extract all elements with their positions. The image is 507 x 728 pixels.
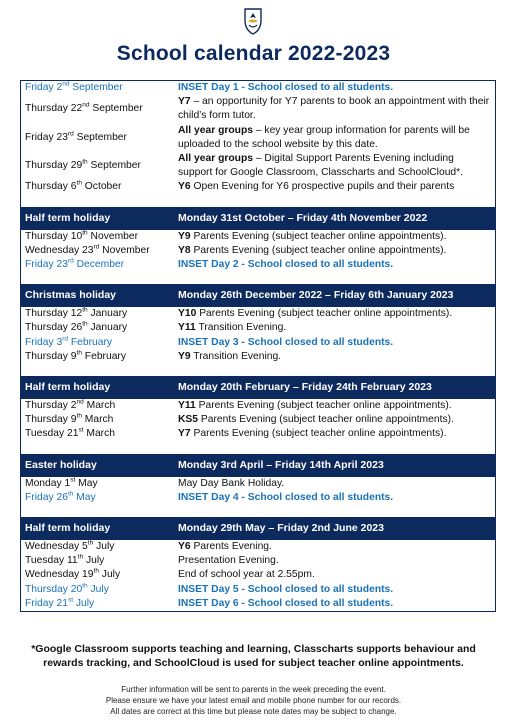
event-date <box>21 230 178 244</box>
date-month: November <box>87 230 139 242</box>
page-title: School calendar 2022-2023 <box>116 42 391 65</box>
calendar-row <box>21 81 495 95</box>
event-description <box>178 413 495 427</box>
event-highlight: INSET Day 6 - School closed to all students. <box>178 597 394 609</box>
date-day: Friday 23 <box>25 131 68 143</box>
section-gap <box>21 442 495 454</box>
event-date <box>21 554 178 568</box>
date-month: July <box>83 555 105 567</box>
event-text: End of school year at 2.55pm. <box>178 569 315 581</box>
event-date <box>21 336 178 350</box>
event-description <box>178 350 495 364</box>
event-text: May Day Bank Holiday. <box>178 477 285 489</box>
date-day: Thursday 12 <box>25 308 83 320</box>
date-suffix: th <box>93 568 99 576</box>
calendar-block <box>21 539 495 611</box>
event-date <box>21 477 178 491</box>
event-description <box>178 244 495 258</box>
event-date <box>21 81 178 95</box>
date-day: Thursday 2 <box>25 400 77 412</box>
calendar-row <box>21 350 495 364</box>
holiday-name: Half term holiday <box>25 211 111 224</box>
date-suffix: nd <box>82 101 90 109</box>
event-description <box>178 230 495 244</box>
date-day: Friday 2 <box>25 82 63 93</box>
date-day: Wednesday 5 <box>25 541 88 553</box>
date-suffix: th <box>82 229 88 237</box>
date-suffix: nd <box>76 398 84 406</box>
event-date <box>21 102 178 116</box>
event-highlight: All year groups <box>178 153 253 165</box>
date-day: Tuesday 11 <box>25 555 78 567</box>
event-highlight: INSET Day 2 - School closed to all students. <box>178 259 394 271</box>
calendar-block <box>21 229 495 273</box>
event-date <box>21 180 178 194</box>
school-crest-icon <box>241 6 265 36</box>
event-description <box>178 307 495 321</box>
calendar-block <box>21 80 495 195</box>
event-description <box>178 95 495 123</box>
date-month: July <box>98 569 121 581</box>
event-highlight: KS5 <box>178 414 199 426</box>
event-highlight: Y9 <box>178 350 191 362</box>
event-description <box>178 258 495 272</box>
event-date <box>21 583 178 597</box>
date-month: February <box>81 350 127 362</box>
date-suffix: rd <box>62 335 68 343</box>
event-description <box>178 583 495 597</box>
date-month: December <box>73 259 125 271</box>
event-description <box>178 477 495 491</box>
event-text: – Digital Support Parents Evening including support for Google Classroom, Classcharts and SchoolCloud*. <box>178 153 464 179</box>
event-text: Transition Evening. <box>190 350 282 362</box>
calendar-row <box>21 230 495 244</box>
holiday-header <box>21 207 495 229</box>
holiday-header <box>21 517 495 539</box>
date-suffix: nd <box>62 80 70 88</box>
event-text: Parents Evening (subject teacher online appointments). <box>196 308 453 320</box>
calendar-row <box>21 124 495 152</box>
event-description <box>178 336 495 350</box>
event-description <box>178 81 495 95</box>
event-highlight: INSET Day 4 - School closed to all students. <box>178 491 394 503</box>
event-text: Open Evening for Y6 prospective pupils and their parents <box>190 181 455 193</box>
date-month: September <box>73 131 127 143</box>
event-description <box>178 568 495 582</box>
event-highlight: Y9 <box>178 230 191 242</box>
event-highlight: Y11 <box>178 400 196 412</box>
holiday-range: Monday 31st October – Friday 4th November 2022 <box>178 211 428 224</box>
date-month: March <box>81 414 114 426</box>
calendar-row <box>21 427 495 441</box>
event-text: Presentation Evening. <box>178 555 279 567</box>
event-description <box>178 180 495 194</box>
event-date <box>21 131 178 145</box>
holiday-range: Monday 29th May – Friday 2nd June 2023 <box>178 522 384 535</box>
footer-info <box>0 684 507 717</box>
event-text: – key year group information for parents will be uploaded to the school website by this date. <box>178 124 470 150</box>
event-text: Parents Evening (subject teacher online appointments). <box>190 230 447 242</box>
date-suffix: th <box>67 490 74 498</box>
event-highlight: Y6 <box>178 541 191 553</box>
calendar-row <box>21 336 495 350</box>
calendar-row <box>21 321 495 335</box>
event-highlight: Y11 <box>178 322 196 334</box>
date-day: Tuesday 21 <box>25 428 79 440</box>
date-month: March <box>83 400 116 412</box>
event-date <box>21 399 178 413</box>
date-suffix: st <box>70 476 76 484</box>
date-suffix: rd <box>67 130 74 138</box>
date-suffix: th <box>77 553 84 561</box>
event-text: – an opportunity for Y7 parents to book an appointment with their child’s form tutor. <box>178 96 490 122</box>
date-month: July <box>87 583 109 595</box>
event-date <box>21 307 178 321</box>
footer-line: Please ensure we have your latest email and mobile phone number for our records. <box>105 696 402 705</box>
date-month: January <box>87 308 128 320</box>
section-gap <box>21 505 495 517</box>
footer-line: All dates are correct at this time but please note dates may be subject to change. <box>110 707 397 716</box>
calendar-row <box>21 244 495 258</box>
date-month: July <box>73 597 95 609</box>
calendar-row <box>21 597 495 611</box>
calendar-row <box>21 477 495 491</box>
date-day: Thursday 9 <box>25 350 77 362</box>
date-month: November <box>99 244 150 256</box>
date-month: September <box>69 82 123 93</box>
event-text: Transition Evening. <box>195 322 287 334</box>
event-highlight: Y7 <box>178 96 191 108</box>
date-suffix: th <box>82 158 88 166</box>
calendar-row <box>21 258 495 272</box>
event-date <box>21 258 178 272</box>
calendar-row <box>21 491 495 505</box>
calendar-row <box>21 95 495 123</box>
section-gap <box>21 272 495 284</box>
holiday-range: Monday 3rd April – Friday 14th April 2023 <box>178 458 384 471</box>
footer-line: Further information will be sent to parents in the week preceding the event. <box>121 685 386 694</box>
holiday-name: Half term holiday <box>25 381 111 394</box>
event-description <box>178 321 495 335</box>
date-day: Thursday 22 <box>25 103 83 115</box>
calendar-row <box>21 399 495 413</box>
section-gap <box>21 364 495 376</box>
calendar-row <box>21 152 495 180</box>
event-description <box>178 540 495 554</box>
date-suffix: th <box>82 306 88 314</box>
date-day: Friday 26 <box>25 491 68 503</box>
event-date <box>21 427 178 441</box>
event-text: Parents Evening (subject teacher online appointments). <box>198 414 454 426</box>
date-month: May <box>73 491 96 503</box>
date-day: Wednesday 23 <box>25 244 94 256</box>
event-text: Parents Evening. <box>190 541 272 553</box>
date-day: Thursday 20 <box>25 583 83 595</box>
date-suffix: rd <box>93 243 100 251</box>
date-day: Friday 3 <box>25 336 63 348</box>
event-text: Parents Evening (subject teacher online appointments). <box>195 400 452 412</box>
date-month: February <box>67 336 113 348</box>
date-suffix: rd <box>67 257 74 265</box>
calendar-row <box>21 540 495 554</box>
section-gap <box>21 195 495 207</box>
date-month: May <box>75 477 98 489</box>
calendar-row <box>21 413 495 427</box>
event-highlight: INSET Day 5 - School closed to all students. <box>178 583 394 595</box>
event-description <box>178 427 495 441</box>
date-day: Thursday 9 <box>25 414 77 426</box>
date-day: Friday 21 <box>25 597 68 609</box>
date-suffix: st <box>67 596 73 604</box>
holiday-header <box>21 376 495 398</box>
date-day: Thursday 29 <box>25 160 83 172</box>
date-month: September <box>89 103 143 115</box>
event-description <box>178 152 495 180</box>
date-suffix: th <box>82 582 88 590</box>
holiday-header <box>21 454 495 476</box>
holiday-name: Half term holiday <box>25 522 111 535</box>
calendar-row <box>21 307 495 321</box>
event-highlight: INSET Day 3 - School closed to all students. <box>178 336 394 348</box>
event-highlight: INSET Day 1 - School closed to all students. <box>178 82 394 93</box>
calendar-block <box>21 476 495 505</box>
date-suffix: th <box>82 321 88 329</box>
date-month: October <box>81 181 122 193</box>
calendar-row <box>21 568 495 582</box>
event-highlight: Y8 <box>178 244 191 256</box>
event-description <box>178 124 495 152</box>
holiday-range: Monday 26th December 2022 – Friday 6th January 2023 <box>178 289 454 302</box>
date-suffix: th <box>76 349 82 357</box>
date-day: Thursday 6 <box>25 181 77 193</box>
holiday-range: Monday 20th February – Friday 24th February 2023 <box>178 381 432 394</box>
calendar-row <box>21 180 495 194</box>
holiday-header <box>21 284 495 306</box>
event-text: Parents Evening (subject teacher online appointments). <box>190 244 447 256</box>
calendar-row <box>21 554 495 568</box>
event-date <box>21 540 178 554</box>
event-description <box>178 399 495 413</box>
date-suffix: th <box>76 412 82 420</box>
event-description <box>178 491 495 505</box>
holiday-name: Christmas holiday <box>25 289 117 302</box>
date-day: Thursday 26 <box>25 322 83 334</box>
holiday-name: Easter holiday <box>25 458 97 471</box>
event-date <box>21 159 178 173</box>
calendar-row <box>21 583 495 597</box>
event-highlight: Y7 <box>178 428 191 440</box>
date-month: July <box>93 541 115 553</box>
event-date <box>21 568 178 582</box>
event-highlight: Y10 <box>178 308 197 320</box>
calendar-block <box>21 398 495 442</box>
date-day: Wednesday 19 <box>25 569 94 581</box>
event-date <box>21 491 178 505</box>
event-description <box>178 554 495 568</box>
event-highlight: All year groups <box>178 124 253 136</box>
event-description <box>178 597 495 611</box>
date-month: January <box>87 322 128 334</box>
date-day: Monday 1 <box>25 477 71 489</box>
event-date <box>21 597 178 611</box>
event-date <box>21 321 178 335</box>
date-month: September <box>87 160 141 172</box>
footnote: *Google Classroom supports teaching and learning, Classcharts supports behaviour and rewards tracking, and SchoolCloud is used for subject teacher online appointments. <box>31 643 476 669</box>
date-suffix: th <box>76 180 82 187</box>
event-date <box>21 244 178 258</box>
event-text: Parents Evening (subject teacher online appointments). <box>190 428 447 440</box>
event-date <box>21 413 178 427</box>
calendar-table <box>20 80 496 612</box>
date-suffix: st <box>78 427 84 435</box>
date-suffix: th <box>87 539 94 547</box>
date-day: Friday 23 <box>25 259 68 271</box>
event-highlight: Y6 <box>178 181 191 193</box>
date-month: March <box>83 428 115 440</box>
calendar-block <box>21 306 495 364</box>
date-day: Thursday 10 <box>25 230 83 242</box>
event-date <box>21 350 178 364</box>
